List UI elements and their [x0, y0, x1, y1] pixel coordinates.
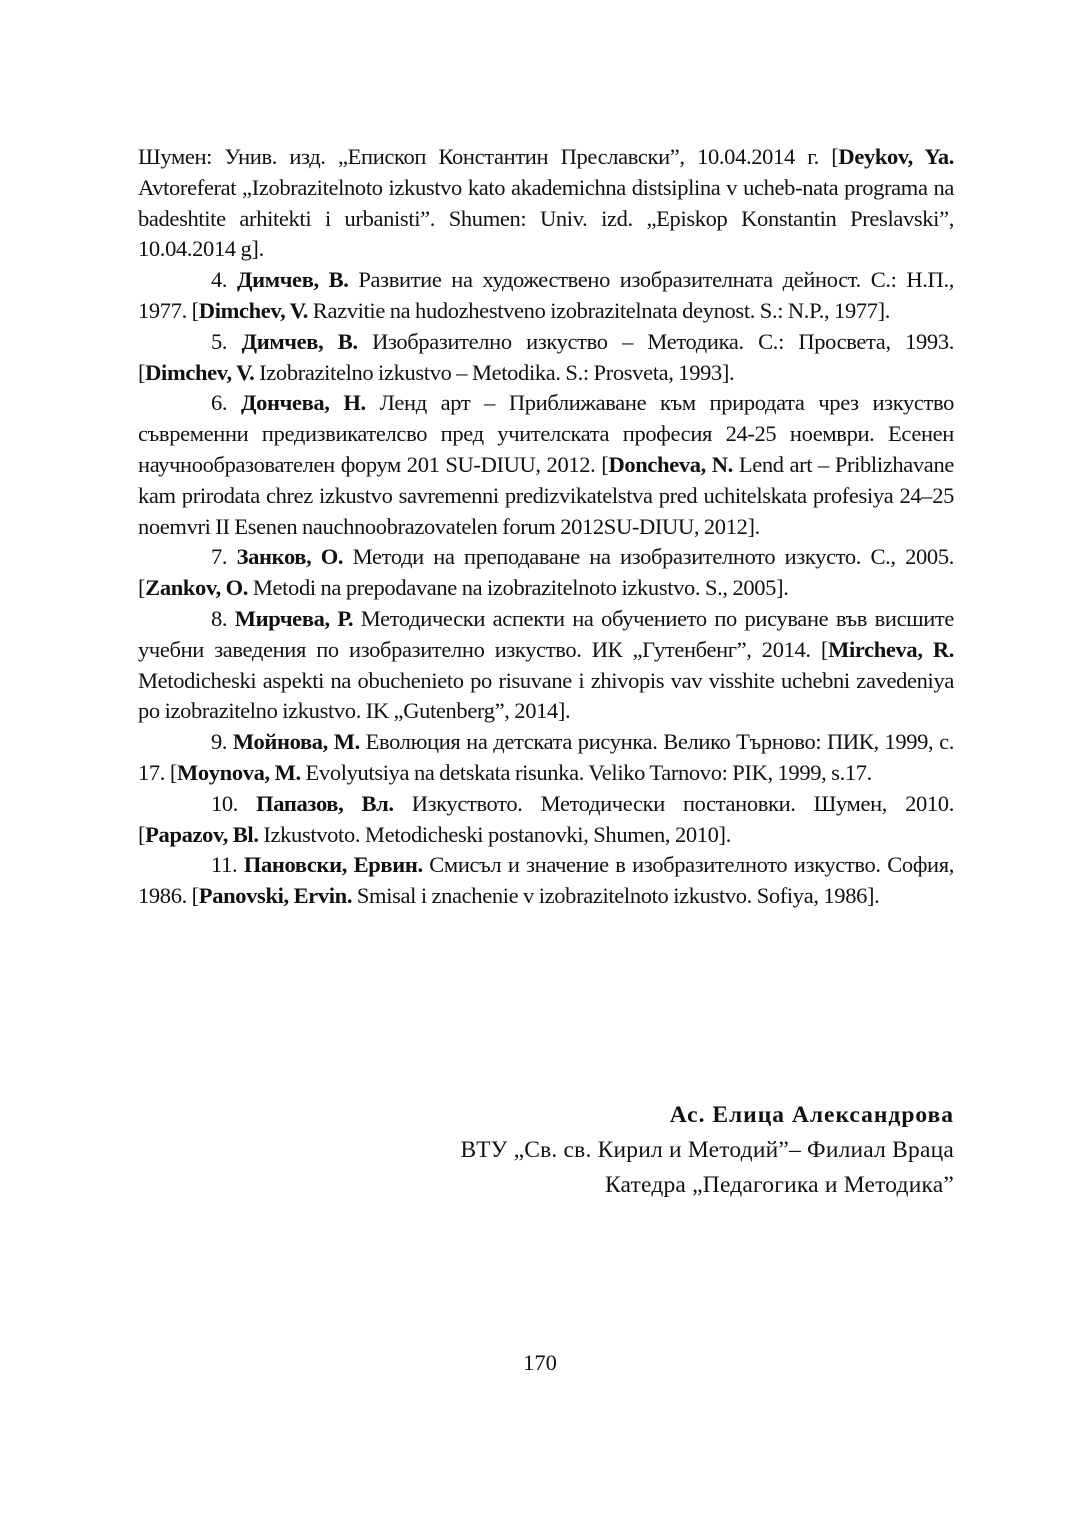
reference-text: Изкуството. Методически постановки. Шумен, 2010. [: [138, 790, 954, 847]
reference-author-transliterated: Dimchev, V.: [145, 359, 255, 385]
reference-text: Изобразително изкуство – Методика. С.: Просвета, 1993. [: [138, 328, 954, 385]
reference-author: Мирчева, Р.: [234, 605, 354, 631]
reference-text-transliterated: Razvitie na hudozhestveno izobrazitelnata deynost. S.: N.P., 1977].: [308, 297, 891, 323]
reference-number: 11.: [211, 852, 244, 878]
reference-item-11: [138, 850, 954, 912]
reference-text: Смисъл и значение в изобразителното изкуство. София, 1986. [: [138, 852, 955, 909]
reference-text: Методически аспекти на обучението по рисуване във висшите учебни заведения по изобразително изкуство. ИК „Гутенбенг”, 2014. [: [138, 605, 955, 662]
reference-number: 6.: [211, 390, 241, 416]
reference-list: [138, 142, 954, 912]
reference-text: Развитие на художествено изобразителната дейност. С.: Н.П., 1977. [: [138, 267, 954, 323]
reference-author: Занков, О.: [236, 544, 344, 570]
reference-author-transliterated: Papazov, Bl.: [145, 821, 259, 847]
reference-author-transliterated: Doncheva, N.: [608, 451, 733, 477]
reference-author-transliterated: Deykov, Ya.: [838, 144, 954, 169]
reference-number: 9.: [211, 729, 233, 755]
reference-text: Методи на преподаване на изобразителното изкусто. С., 2005. [: [138, 544, 954, 601]
reference-item-8: [138, 604, 954, 727]
reference-author: Мойнова, М.: [232, 729, 360, 755]
reference-author: Димчев, В.: [241, 328, 358, 354]
reference-item-6: [138, 388, 954, 542]
reference-number: 10.: [211, 790, 257, 816]
reference-text: Ленд арт – Приближаване към природата чрез изкуство съвременни предизвикателсво пред учителската професия 24-25 ноември. Есенен научнообразователен форум 201 SU-DIUU, 2012. [: [138, 390, 954, 477]
reference-text-transliterated: Lend art – Priblizhavane kam prirodata chrez izkustvo savremenni predizvikatelstva pred uchitelskata profesiya 24–25 noemvri II Esenen nauchnoobrazovatelen forum 2012SU-DIUU, 2012].: [138, 451, 954, 539]
reference-number: 4.: [211, 267, 237, 293]
reference-item-5: [138, 327, 954, 389]
reference-number: 5.: [211, 328, 242, 354]
reference-author-transliterated: Panovski, Ervin.: [198, 883, 353, 909]
reference-author: Папазов, Вл.: [256, 790, 394, 816]
author-department: Катедра „Педагогика и Методика”: [604, 1172, 954, 1198]
reference-author: Дончева, Н.: [240, 390, 366, 416]
reference-number: 7.: [211, 544, 237, 570]
reference-text-transliterated: Evolyutsiya na detskata risunka. Veliko Tarnovo: PIK, 1999, s.17.: [300, 759, 872, 785]
reference-number: 8.: [211, 605, 235, 631]
reference-author-transliterated: Zankov, O.: [145, 575, 249, 601]
reference-author-transliterated: Dimchev, V.: [198, 297, 309, 323]
reference-text-transliterated: Izobrazitelno izkustvo – Metodika. S.: Prosveta, 1993].: [254, 359, 735, 385]
reference-text-transliterated: Metodicheski aspekti na obuchenieto po risuvane i zhivopis vav visshite uchebni zavedeniya po izobrazitelno izkustvo. IK „Gutenberg”, 2014].: [138, 667, 954, 724]
author-name: Ас. Елица Александрова: [669, 1102, 954, 1128]
reference-text-transliterated: Izkustvoto. Metodicheski postanovki, Shumen, 2010].: [258, 821, 731, 847]
reference-author-transliterated: Moynova, M.: [177, 759, 301, 785]
reference-item-10: [138, 789, 954, 851]
reference-text-transliterated: Smisal i znachenie v izobrazitelnoto izkustvo. Sofiya, 1986].: [352, 883, 880, 909]
reference-item-4: [138, 265, 954, 327]
reference-author: Димчев, В.: [237, 267, 349, 293]
reference-text: Шумен: Унив. изд. „Епископ Константин Преславски”, 10.04.2014 г. [: [138, 144, 839, 169]
reference-text-transliterated: Metodi na prepodavane na izobrazitelnoto izkustvo. S., 2005].: [248, 575, 789, 601]
reference-item-9: [138, 727, 954, 789]
reference-author: Пановски, Ервин.: [243, 852, 423, 878]
reference-item-7: [138, 542, 954, 604]
reference-item-3-continuation: [138, 142, 954, 265]
author-signature-block: [461, 1098, 954, 1203]
page-number: 170: [523, 1350, 557, 1375]
reference-author-transliterated: Mircheva, R.: [828, 636, 954, 662]
reference-text: Еволюция на детската рисунка. Велико Търново: ПИК, 1999, с. 17. [: [138, 729, 954, 785]
author-institution: ВТУ „Св. св. Кирил и Методий”– Филиал Враца: [460, 1137, 954, 1163]
reference-text-transliterated: Avtoreferat „Izobrazitelnoto izkustvo kato akademichna distsiplina v ucheb-nata programa na badeshtite arhitekti i urbanisti”. Shumen: Univ. izd. „Episkop Konstantin Preslavski”, 10.04.2014 g].: [138, 174, 954, 262]
